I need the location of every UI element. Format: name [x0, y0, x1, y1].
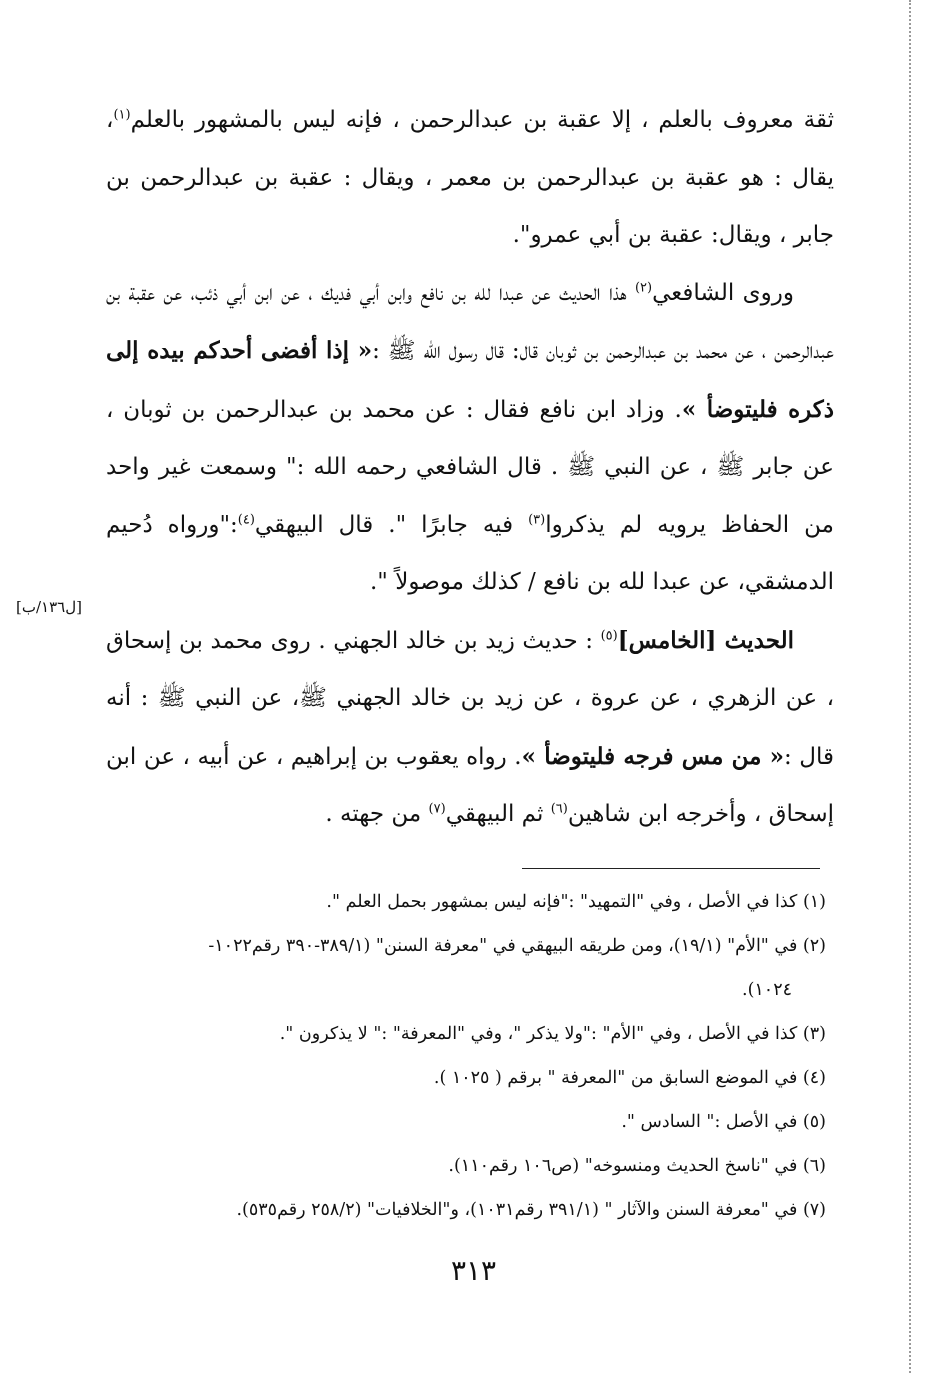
footnote-5: (٥) في الأصل :" السادس ".	[621, 1112, 826, 1132]
footnote-ref-3: (٣)	[528, 511, 546, 527]
hadith-quote-1: « إذا أفضى أحدكم بيده إلى ذكره فليتوضأ »	[106, 337, 835, 423]
section-heading-fifth-hadith: الحديث [الخامس]	[617, 626, 794, 654]
footnote-3: (٣) كذا في الأصل ، وفي "الأم" :"ولا يذكر "، وفي "المعرفة" :" لا يذكرون ".	[279, 1024, 826, 1044]
footnote-6: (٦) في "ناسخ الحديث ومنسوخه" (ص١٠٦ رقم١١٠).	[448, 1156, 826, 1176]
paragraph-3	[106, 612, 834, 844]
paragraph-2-text-d: فيه جابرًا ". قال البيهقي	[254, 511, 529, 538]
paragraph-2-text-c: . وزاد ابن نافع فقال : عن محمد بن عبدالرحمن بن ثوبان ، عن جابر ﷺ ، عن النبي ﷺ . قال الشافعي رحمه الله :" وسمعت غير واحد من الحفاظ يرويه لم يذكروا	[106, 396, 834, 538]
paragraph-1-text-b: ، يقال : هو عقبة بن عبدالرحمن بن معمر ، ويقال : عقبة بن عبدالرحمن بن جابر ، ويقال: عقبة بن أبي عمرو".	[106, 107, 834, 248]
paragraph-2	[106, 265, 834, 612]
footnote-2-continuation: ١٠٢٤).	[742, 980, 792, 1000]
footnote-ref-7: (٧)	[428, 801, 446, 817]
footnote-2: (٢) في "الأم" (١٩/١)، ومن طريقه البيهقي في "معرفة السنن" (٣٨٩/١-٣٩٠ رقم١٠٢٢-	[208, 936, 826, 956]
paragraph-2-text-e: :"ورواه دُحيم الدمشقي، عن عبدا لله بن نافع / كذلك موصولاً ".	[106, 511, 834, 595]
footnote-ref-5: (٥)	[600, 627, 618, 643]
paragraph-1	[106, 92, 834, 265]
paragraph-2-text-a: وروى الشافعي	[652, 279, 795, 306]
paragraph-3-text-a: : حديث زيد بن خالد الجهني . روى محمد بن إسحاق ، عن الزهري ، عن عروة ، عن زيد بن خالد الجهني ﷺ، عن النبي ﷺ : أنه قال :	[106, 627, 835, 770]
paragraph-3-text-b: . رواه يعقوب بن إبراهيم ، عن أبيه ، عن ابن إسحاق ، وأخرجه ابن شاهين	[106, 743, 834, 827]
footnote-1: (١) كذا في الأصل ، وفي "التمهيد" :"فإنه ليس بمشهور بحمل العلم ".	[326, 892, 826, 912]
footnote-ref-4: (٤)	[237, 511, 255, 527]
paragraph-1-text-a: ثقة معروف بالعلم ، إلا عقبة بن عبدالرحمن ، فإنه ليس بالمشهور بالعلم	[130, 107, 834, 133]
page-number: ٣١٣	[450, 1254, 497, 1287]
margin-dotted-rule	[909, 0, 911, 1373]
footnotes	[110, 880, 826, 1232]
footnote-ref-1: (١)	[113, 107, 131, 123]
footnote-ref-6: (٦)	[550, 801, 568, 817]
paragraph-3-text-c: ثم البيهقي	[445, 801, 551, 827]
footnote-ref-2: (٢)	[634, 279, 653, 295]
footnote-separator	[522, 868, 820, 869]
manuscript-folio-note: [ل١٣٦/ب]	[16, 598, 82, 616]
footnote-7: (٧) في "معرفة السنن والآثار " (٣٩١/١ رقم١٠٣١)، و"الخلافيات" (٢٥٨/٢ رقم٥٣٥).	[236, 1200, 826, 1220]
main-text-body	[106, 92, 834, 844]
footnote-4: (٤) في الموضع السابق من "المعرفة " برقم ( ١٠٢٥ ).	[433, 1068, 826, 1088]
hadith-quote-2: « من مس فرجه فليتوضأ »	[521, 742, 785, 770]
paragraph-3-text-d: من جهته .	[325, 801, 429, 827]
paragraph-2-text-b: هذا الحديث عن عبدا لله بن نافع وابن أبي فديك ، عن ابن أبي ذئب، عن عقبة بن عبدالرحمن ، عن محمد بن عبدالرحمن بن ثوبان قال: قال رسول الله ﷺ :	[106, 279, 835, 364]
